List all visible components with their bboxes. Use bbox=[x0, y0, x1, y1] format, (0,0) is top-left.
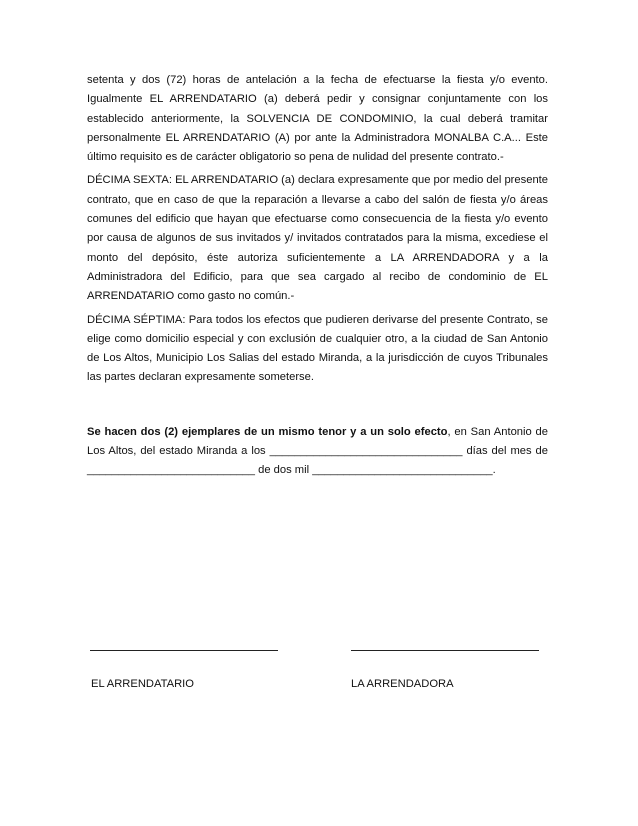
closing-text: , en San Antonio de Los Altos, del estado Miranda a los _______________________________ días del mes de ___________________________ de dos mil _____________________________. bbox=[87, 425, 548, 477]
signature-area bbox=[87, 650, 548, 700]
signature-label-arrendatario: EL ARRENDATARIO bbox=[91, 678, 194, 690]
paragraph-decima-sexta: DÉCIMA SEXTA: EL ARRENDATARIO (a) declara expresamente que por medio del presente contrato, que en caso de que la reparación a llevarse a cabo del salón de fiesta y/o áreas comunes del edificio que hayan que efectuarse como consecuencia de la fiesta y/o evento por causa de algunos de sus invitados y/ invitados contratados para la misma, excediese el monto del depósito, éste autoriza suficientemente a LA ARRENDADORA y a la Administradora del Edificio, para que sea cargado al recibo de condominio de EL ARRENDATARIO como gasto no común.- bbox=[87, 174, 548, 303]
signature-label-arrendadora: LA ARRENDADORA bbox=[351, 678, 454, 690]
paragraph-continuation: setenta y dos (72) horas de antelación a la fecha de efectuarse la fiesta y/o evento. Igualmente EL ARRENDATARIO (a) deberá pedir y consignar conjuntamente con los establecido anteriormente, la SOLVENCIA DE CONDOMINIO, la cual deberá tramitar personalmente EL ARRENDATARIO (A) por ante la Administradora MONALBA C.A... Este último requisito es de carácter obligatorio so pena de nulidad del presente contrato.- bbox=[87, 74, 548, 164]
paragraph-closing bbox=[87, 423, 548, 481]
closing-bold-text: Se hacen dos (2) ejemplares de un mismo tenor y a un solo efecto bbox=[87, 425, 448, 438]
signature-line-arrendatario bbox=[90, 650, 278, 651]
paragraph-decima-septima: DÉCIMA SÉPTIMA: Para todos los efectos que pudieren derivarse del presente Contrato, se elige como domicilio especial y con exclusión de cualquier otro, a la ciudad de San Antonio de Los Altos, Municipio Los Salias del estado Miranda, a la jurisdicción de cuyos Tribunales las partes declaran expresamente someterse. bbox=[87, 313, 548, 384]
signature-line-arrendadora bbox=[351, 650, 539, 651]
document-body bbox=[87, 71, 548, 481]
